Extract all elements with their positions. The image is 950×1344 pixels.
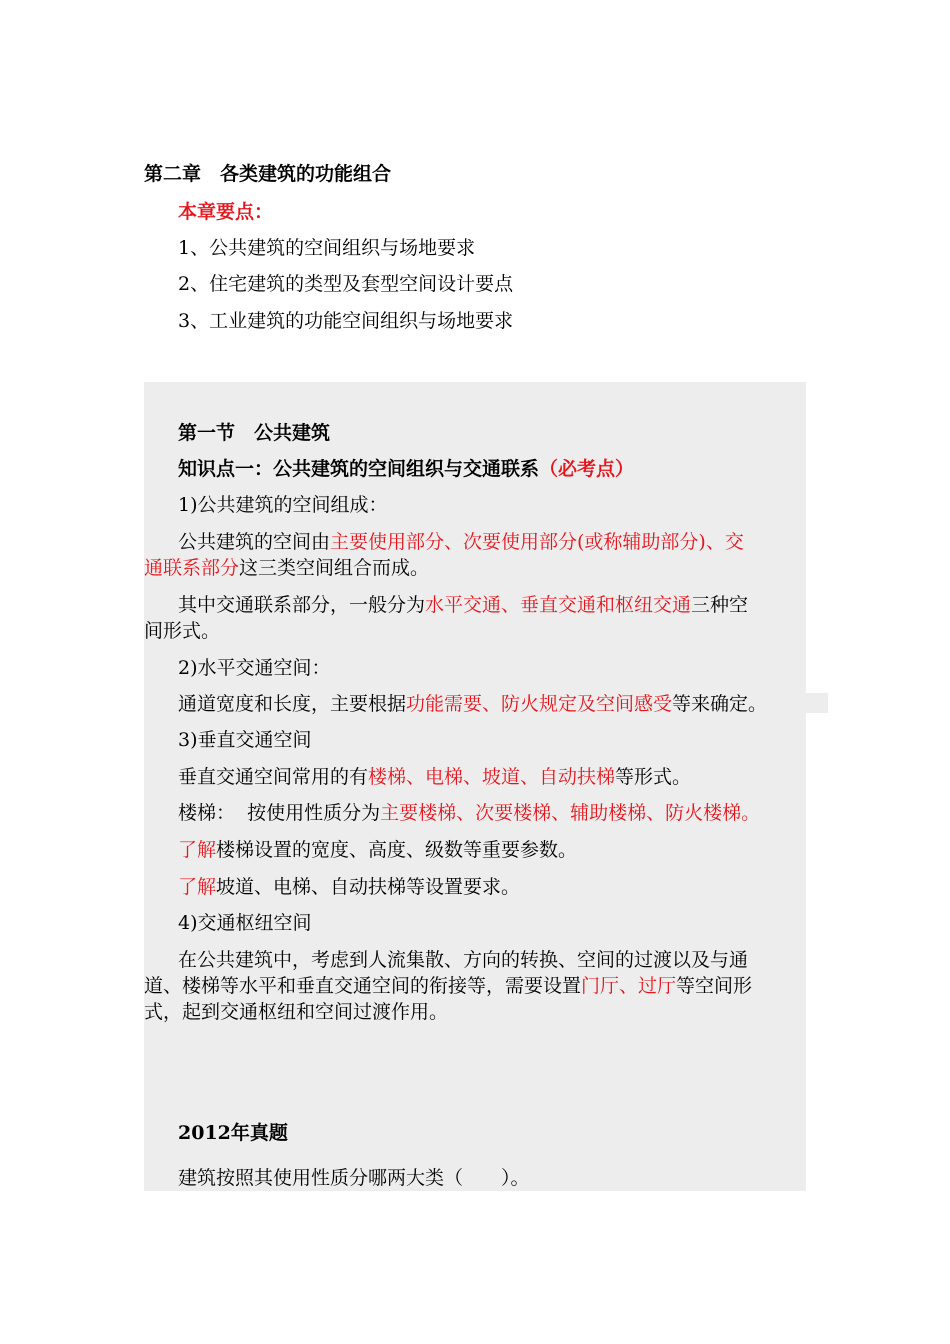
- paragraph-1-text-a: 公共建筑的空间由: [178, 531, 331, 553]
- knowledge-point-label: 知识点一：公共建筑的空间组织与交通联系: [178, 458, 540, 480]
- paragraph-1-line-1: [178, 529, 744, 555]
- paragraph-1-highlight-b: 通联系部分: [144, 557, 240, 579]
- paragraph-1-highlight-a: 主要使用部分、次要使用部分(或称辅助部分)、交: [330, 531, 744, 553]
- paragraph-2-text-a: 其中交通联系部分，一般分为: [178, 594, 426, 616]
- knowledge-point-heading: [178, 456, 634, 482]
- paragraph-2-text-b: 三种空: [691, 594, 749, 616]
- understand-label-1: 了解: [178, 839, 217, 861]
- paragraph-3-highlight: 功能需要、防火规定及空间感受: [406, 693, 673, 715]
- paragraph-7-text: 坡道、电梯、自动扶梯等设置要求。: [216, 876, 521, 898]
- paragraph-8-highlight: 门厅、过厅: [581, 975, 677, 997]
- paragraph-2-line-1: [178, 592, 748, 618]
- paragraph-2-highlight: 水平交通、垂直交通和枢纽交通: [425, 594, 692, 616]
- paragraph-3: [178, 691, 767, 717]
- understand-label-2: 了解: [178, 876, 217, 898]
- keypoint-item-1: 1、公共建筑的空间组织与场地要求: [178, 237, 476, 259]
- paragraph-5-highlight: 主要楼梯、次要楼梯、辅助楼梯、防火楼梯。: [380, 802, 761, 824]
- paragraph-3-text-b: 等来确定。: [672, 693, 768, 715]
- keypoint-item-2: 2、住宅建筑的类型及套型空间设计要点: [178, 273, 514, 295]
- paragraph-7: [178, 874, 520, 900]
- subsection-3-title: 3)垂直交通空间: [178, 729, 312, 751]
- subsection-2-title: 2)水平交通空间：: [178, 657, 331, 679]
- paragraph-4-highlight: 楼梯、电梯、坡道、自动扶梯: [368, 766, 616, 788]
- paragraph-6: [178, 837, 577, 863]
- exam-question: 建筑按照其使用性质分哪两大类（ ）。: [178, 1167, 530, 1189]
- paragraph-4-text-a: 垂直交通空间常用的有: [178, 766, 369, 788]
- must-test-tag: （必考点）: [539, 458, 635, 480]
- paragraph-5: [178, 800, 760, 826]
- exam-year-title: 2012年真题: [178, 1122, 288, 1144]
- paragraph-8-line-2: [144, 973, 752, 999]
- paragraph-8-text-a: 道、楼梯等水平和垂直交通空间的衔接等，需要设置: [144, 975, 582, 997]
- paragraph-5-text: 楼梯： 按使用性质分为: [178, 802, 381, 824]
- highlight-overflow-tab: [806, 693, 828, 713]
- paragraph-8-line-1: 在公共建筑中，考虑到人流集散、方向的转换、空间的过渡以及与通: [178, 949, 749, 971]
- chapter-title: 第二章 各类建筑的功能组合: [144, 163, 392, 185]
- keypoint-item-3: 3、工业建筑的功能空间组织与场地要求: [178, 310, 514, 332]
- subsection-1-title: 1)公共建筑的空间组成：: [178, 494, 388, 516]
- paragraph-1-line-2: [144, 555, 429, 581]
- section-title: 第一节 公共建筑: [178, 422, 331, 444]
- paragraph-3-text-a: 通道宽度和长度，主要根据: [178, 693, 407, 715]
- paragraph-8-text-b: 等空间形: [676, 975, 753, 997]
- paragraph-6-text: 楼梯设置的宽度、高度、级数等重要参数。: [216, 839, 578, 861]
- paragraph-8-line-3: 式，起到交通枢纽和空间过渡作用。: [144, 1001, 449, 1023]
- subsection-4-title: 4)交通枢纽空间: [178, 912, 312, 934]
- keypoints-heading: 本章要点：: [178, 201, 274, 223]
- paragraph-1-text-b: 这三类空间组合而成。: [239, 557, 430, 579]
- paragraph-4-text-b: 等形式。: [615, 766, 692, 788]
- paragraph-4: [178, 764, 691, 790]
- paragraph-2-line-2: 间形式。: [144, 620, 221, 642]
